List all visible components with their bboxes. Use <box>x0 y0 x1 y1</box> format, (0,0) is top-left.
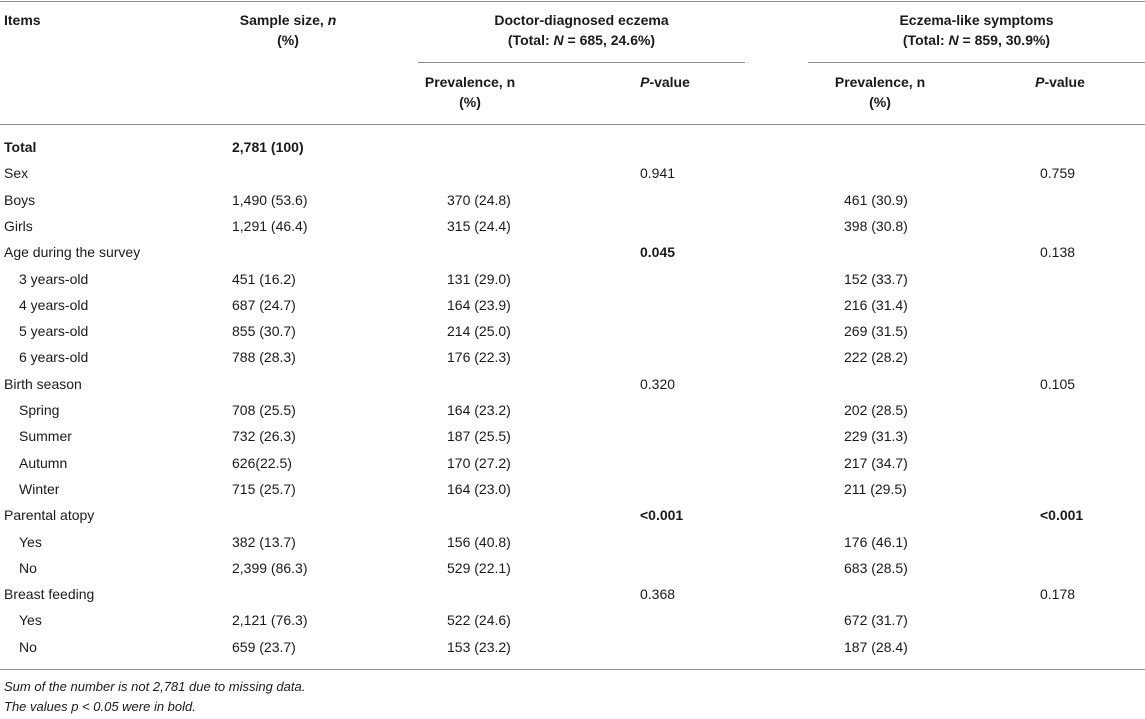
cell-doctor-pvalue: 0.045 <box>640 244 676 261</box>
header-sample-size-label: Sample size, n <box>239 12 337 28</box>
cell-item: No <box>19 638 37 655</box>
cell-symptoms-prevalence: 202 (28.5) <box>844 402 908 418</box>
cell-doctor-prevalence: 164 (23.9) <box>447 296 511 313</box>
header-symptoms-pvalue: P-value <box>1035 74 1085 90</box>
header-symptoms-prevalence-label: Prevalence, n <box>834 74 926 90</box>
cell-item: Yes <box>19 533 42 550</box>
cell-symptoms-pvalue: 0.759 <box>1040 165 1076 182</box>
cell-doctor-prevalence: 153 (23.2) <box>447 638 511 655</box>
symptoms-group-rule <box>808 62 1145 63</box>
cell-item: 6 years-old <box>19 349 89 366</box>
cell-symptoms-prevalence: 152 (33.7) <box>844 270 908 287</box>
header-doctor-prevalence-pct: (%) <box>459 94 481 110</box>
cell-sample-size: 788 (28.3) <box>232 349 296 366</box>
cell-symptoms-prevalence: 269 (31.5) <box>844 323 908 340</box>
cell-item: Winter <box>19 480 60 497</box>
cell-doctor-prevalence: 164 (23.0) <box>447 480 511 497</box>
top-rule <box>0 1 1145 2</box>
cell-item: 4 years-old <box>19 296 89 313</box>
cell-sample-size: 2,121 (76.3) <box>232 612 308 629</box>
cell-symptoms-pvalue: <0.001 <box>1040 507 1084 524</box>
cell-symptoms-prevalence: 176 (46.1) <box>844 533 908 550</box>
cell-doctor-prevalence: 187 (25.5) <box>447 428 511 445</box>
header-symptoms-group <box>808 10 1145 50</box>
cell-sample-size: 626(22.5) <box>232 454 292 471</box>
cell-sample-size: 2,399 (86.3) <box>232 559 308 576</box>
cell-item: Autumn <box>19 454 68 471</box>
header-doctor-title: Doctor-diagnosed eczema <box>494 12 669 28</box>
cell-doctor-pvalue: 0.368 <box>640 586 676 603</box>
cell-symptoms-prevalence: 229 (31.3) <box>844 428 908 445</box>
cell-item: Total <box>4 139 37 155</box>
doctor-group-rule <box>418 62 745 63</box>
header-doctor-total: (Total: N = 685, 24.6%) <box>507 32 656 48</box>
cell-item: Age during the survey <box>4 244 141 261</box>
cell-sample-size: 1,490 (53.6) <box>232 191 308 208</box>
cell-doctor-pvalue: <0.001 <box>640 507 684 524</box>
cell-item: Summer <box>19 428 72 445</box>
cell-doctor-prevalence: 315 (24.4) <box>447 217 511 234</box>
cell-sample-size: 2,781 (100) <box>232 139 304 155</box>
cell-symptoms-pvalue: 0.138 <box>1040 244 1076 261</box>
footnote-missing-data: Sum of the number is not 2,781 due to missing data. <box>4 679 306 694</box>
header-symptoms-prevalence <box>780 72 980 112</box>
cell-symptoms-prevalence: 683 (28.5) <box>844 559 908 576</box>
header-symptoms-title: Eczema-like symptoms <box>899 12 1054 28</box>
cell-item: Girls <box>4 217 33 234</box>
cell-doctor-pvalue: 0.320 <box>640 375 676 392</box>
header-bottom-rule <box>0 124 1145 125</box>
cell-item: Boys <box>4 191 36 208</box>
cell-doctor-prevalence: 164 (23.2) <box>447 402 511 418</box>
header-sample-size <box>188 10 388 50</box>
cell-sample-size: 1,291 (46.4) <box>232 217 308 234</box>
cell-item: Birth season <box>4 375 82 392</box>
footnote-bold-values: The values p < 0.05 were in bold. <box>4 699 196 714</box>
header-items: Items <box>4 12 41 28</box>
cell-symptoms-prevalence: 398 (30.8) <box>844 217 908 234</box>
cell-doctor-prevalence: 214 (25.0) <box>447 323 511 340</box>
cell-doctor-prevalence: 522 (24.6) <box>447 612 511 629</box>
cell-item: Breast feeding <box>4 586 95 603</box>
cell-doctor-prevalence: 170 (27.2) <box>447 454 511 471</box>
cell-item: Sex <box>4 165 29 182</box>
cell-doctor-prevalence: 370 (24.8) <box>447 191 511 208</box>
cell-doctor-prevalence: 176 (22.3) <box>447 349 511 366</box>
cell-symptoms-prevalence: 672 (31.7) <box>844 612 908 629</box>
header-symptoms-total: (Total: N = 859, 30.9%) <box>902 32 1051 48</box>
cell-doctor-prevalence: 529 (22.1) <box>447 559 511 576</box>
cell-item: Parental atopy <box>4 507 95 524</box>
cell-symptoms-prevalence: 187 (28.4) <box>844 638 908 655</box>
cell-sample-size: 382 (13.7) <box>232 533 296 550</box>
cell-symptoms-prevalence: 217 (34.7) <box>844 454 908 471</box>
cell-sample-size: 708 (25.5) <box>232 402 296 418</box>
cell-item: No <box>19 559 37 576</box>
cell-symptoms-pvalue: 0.105 <box>1040 375 1076 392</box>
cell-sample-size: 732 (26.3) <box>232 428 296 445</box>
cell-sample-size: 451 (16.2) <box>232 270 296 287</box>
cell-doctor-pvalue: 0.941 <box>640 165 676 182</box>
header-doctor-pvalue: P-value <box>640 74 690 90</box>
cell-sample-size: 855 (30.7) <box>232 323 296 340</box>
cell-symptoms-pvalue: 0.178 <box>1040 586 1076 603</box>
cell-symptoms-prevalence: 216 (31.4) <box>844 296 908 313</box>
cell-symptoms-prevalence: 211 (29.5) <box>844 480 907 497</box>
header-sample-size-pct: (%) <box>277 32 299 48</box>
header-doctor-group <box>418 10 745 50</box>
cell-item: 5 years-old <box>19 323 89 340</box>
cell-symptoms-prevalence: 222 (28.2) <box>844 349 908 366</box>
cell-doctor-prevalence: 156 (40.8) <box>447 533 511 550</box>
cell-sample-size: 659 (23.7) <box>232 638 296 655</box>
cell-item: Yes <box>19 612 42 629</box>
cell-doctor-prevalence: 131 (29.0) <box>447 270 511 287</box>
cell-sample-size: 687 (24.7) <box>232 296 296 313</box>
table-bottom-rule <box>0 669 1145 670</box>
cell-symptoms-prevalence: 461 (30.9) <box>844 191 908 208</box>
cell-sample-size: 715 (25.7) <box>232 480 296 497</box>
cell-item: Spring <box>19 402 60 418</box>
header-symptoms-prevalence-pct: (%) <box>869 94 891 110</box>
cell-item: 3 years-old <box>19 270 89 287</box>
header-doctor-prevalence-label: Prevalence, n <box>424 74 516 90</box>
header-doctor-prevalence <box>370 72 570 112</box>
